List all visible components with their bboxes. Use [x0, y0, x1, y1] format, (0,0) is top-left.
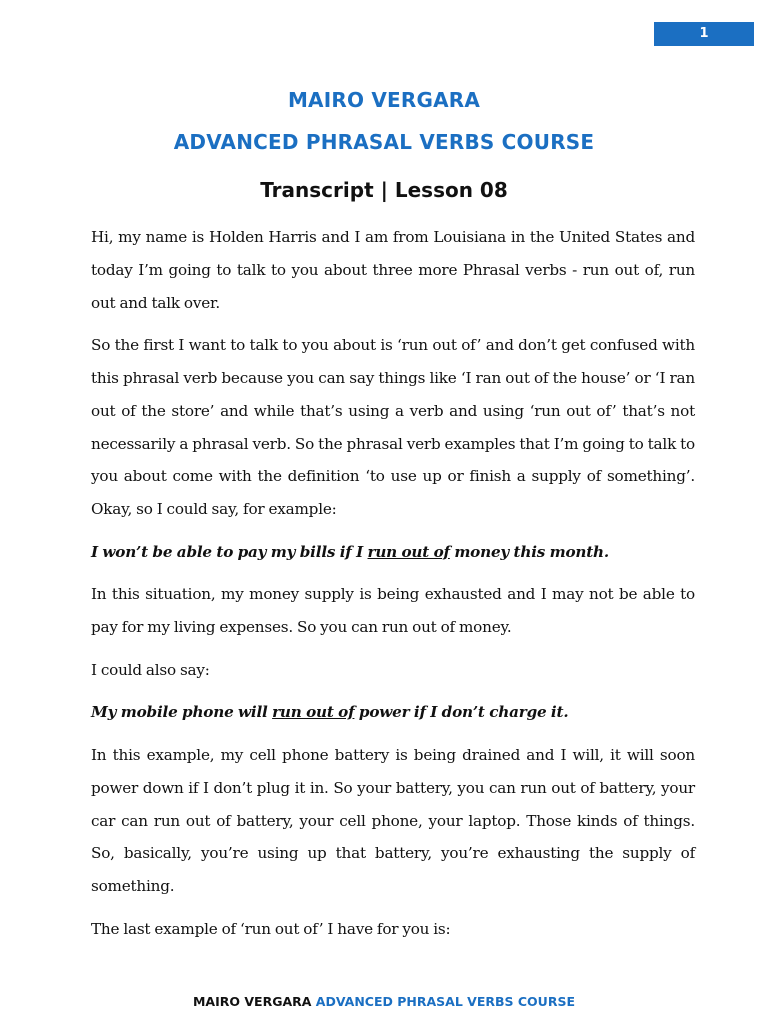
paragraph-could-also-say: I could also say: [91, 660, 210, 679]
example-sentence-1 [91, 536, 695, 569]
paragraph-run-out-of-definition: So the first I want to talk to you about is ‘run out of’ and don’t get confused with this phrasal verb because you can say things like ‘I ran out of the house’ or ‘I ran out of the store’ and while that’s using a verb and using ‘run out of’ that’s not necessarily a phrasal verb. So the phrasal verb examples that I’m going to talk to you about come with the definition ‘to use up or finish a supply of something’. Okay, so I could say, for example: [91, 336, 695, 519]
page-number: 1 [699, 26, 709, 41]
page-number-badge [654, 22, 754, 46]
example-2-after: power if I don’t charge it. [354, 703, 569, 722]
course-title: ADVANCED PHRASAL VERBS COURSE [173, 130, 595, 154]
footer-author: MAIRO VERGARA [192, 994, 312, 1009]
document-footer [0, 992, 768, 1012]
transcript-title: Transcript | Lesson 08 [260, 178, 508, 202]
footer-course: ADVANCED PHRASAL VERBS COURSE [315, 994, 576, 1009]
example-sentence-2 [91, 696, 695, 729]
paragraph-example-1-explanation: In this situation, my money supply is being exhausted and I may not be able to pay for my living expenses. So you can run out of money. [91, 585, 695, 637]
example-1-phrasal-verb: run out of [367, 542, 450, 561]
document-header [0, 86, 768, 204]
example-1-after: money this month. [449, 542, 609, 561]
transcript-body [91, 221, 695, 955]
paragraph-intro: Hi, my name is Holden Harris and I am from Louisiana in the United States and today I’m going to talk to you about three more Phrasal verbs - run out of, run out and talk over. [91, 228, 695, 312]
paragraph-example-2-explanation: In this example, my cell phone battery is being drained and I will, it will soon power down if I don’t plug it in. So your battery, you can run out of battery, your car can run out of battery, your cell phone, your laptop. Those kinds of things. So, basically, you’re using up that battery, you’re exhausting the supply of something. [91, 745, 695, 896]
example-2-before: My mobile phone will [91, 703, 273, 722]
example-1-before: I won’t be able to pay my bills if I [91, 542, 368, 561]
paragraph-last-example-intro: The last example of ‘run out of’ I have for you is: [91, 919, 451, 938]
example-2-phrasal-verb: run out of [272, 703, 355, 722]
author-title: MAIRO VERGARA [287, 88, 481, 112]
